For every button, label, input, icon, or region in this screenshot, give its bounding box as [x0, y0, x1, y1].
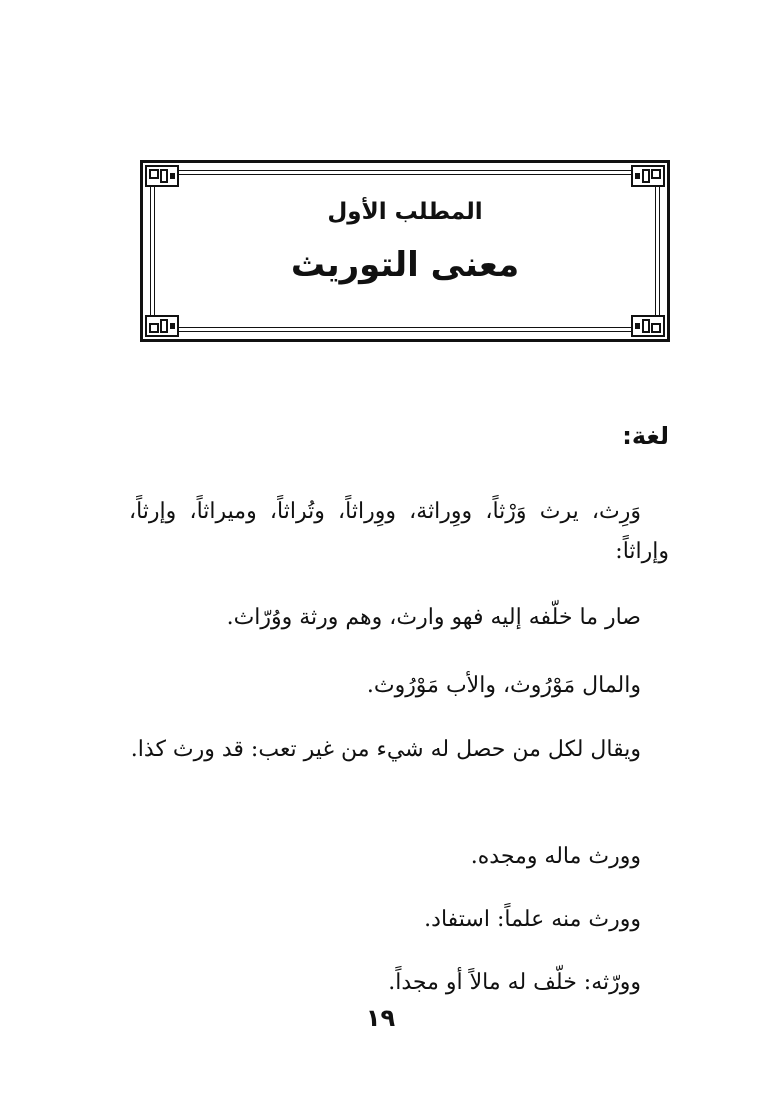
paragraph-3: والمال مَوْرُوث، والأب مَوْرُوث. [366, 673, 641, 698]
section-subtitle: المطلب الأول [327, 199, 483, 225]
ornament-corner-top-left [145, 165, 179, 187]
ornament-corner-bottom-right [631, 315, 665, 337]
title-frame [140, 160, 670, 342]
paragraph-1: وَرِث، يرث وَرْثاً، ووِراثة، ووِراثاً، وتُراثاً، وميراثاً، وإرثاً، وإراثاً: [129, 499, 669, 564]
ornament-corner-bottom-left [145, 315, 179, 337]
paragraph-7: وورّثه: خلّف له مالاً أو مجداً. [388, 970, 641, 995]
paragraph-5: وورث ماله ومجده. [470, 844, 641, 869]
ornament-corner-top-right [631, 165, 665, 187]
page-number: ١٩ [365, 1004, 396, 1032]
paragraph-4: ويقال لكل من حصل له شيء من غير تعب: قد ورث كذا. [130, 737, 641, 762]
paragraph-2: صار ما خلّفه إليه فهو وارث، وهم ورثة ووُرّاث. [226, 605, 641, 630]
section-label: لغة: [622, 422, 669, 450]
page-title: معنى التوريث [290, 245, 520, 285]
paragraph-6: وورث منه علماً: استفاد. [424, 907, 641, 932]
